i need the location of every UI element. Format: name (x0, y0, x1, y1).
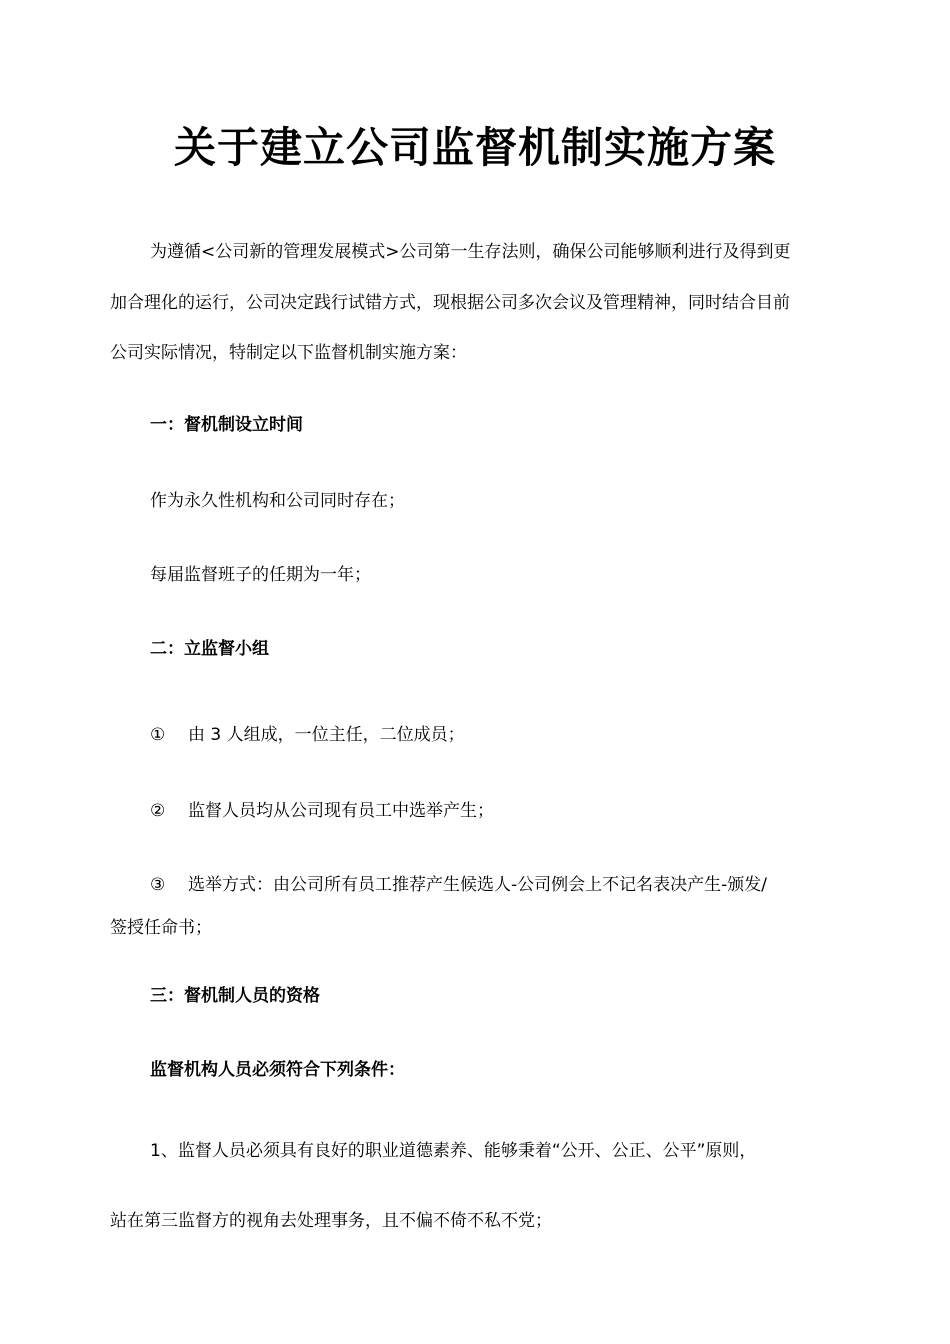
section-3-heading: 三：督机制人员的资格 (150, 986, 320, 1006)
list-item (150, 723, 465, 747)
item-number: ③ (150, 875, 166, 895)
section-3-subheading: 监督机构人员必须符合下列条件： (150, 1060, 405, 1080)
section-2-heading: 二：立监督小组 (150, 639, 269, 659)
list-item-continuation: 签授任命书； (110, 918, 212, 938)
item-text: 监督人员均从公司现有员工中选举产生； (188, 801, 494, 821)
item-text: 由 3 人组成，一位主任，二位成员； (188, 725, 465, 745)
item-number: ② (150, 801, 166, 821)
document-title: 关于建立公司监督机制实施方案 (173, 123, 776, 172)
section-3-paragraph-line-2: 站在第三监督方的视角去处理事务，且不偏不倚不私不党； (110, 1211, 552, 1231)
section-1-paragraph-1: 作为永久性机构和公司同时存在； (150, 491, 405, 511)
item-number: ① (150, 725, 166, 745)
intro-line-3: 公司实际情况，特制定以下监督机制实施方案： (110, 343, 467, 363)
section-1-heading: 一：督机制设立时间 (150, 415, 303, 435)
intro-line-1: 为遵循<公司新的管理发展模式>公司第一生存法则，确保公司能够顺利进行及得到更 (150, 242, 791, 262)
list-item (150, 873, 767, 897)
item-text: 选举方式：由公司所有员工推荐产生候选人-公司例会上不记名表决产生-颁发/ (188, 875, 767, 895)
section-3-paragraph-line-1: 1、监督人员必须具有良好的职业道德素养、能够秉着“公开、公正、公平”原则， (150, 1141, 757, 1161)
list-item (150, 799, 494, 823)
section-1-paragraph-2: 每届监督班子的任期为一年； (150, 565, 371, 585)
intro-line-2: 加合理化的运行，公司决定践行试错方式，现根据公司多次会议及管理精神，同时结合目前 (110, 293, 790, 313)
